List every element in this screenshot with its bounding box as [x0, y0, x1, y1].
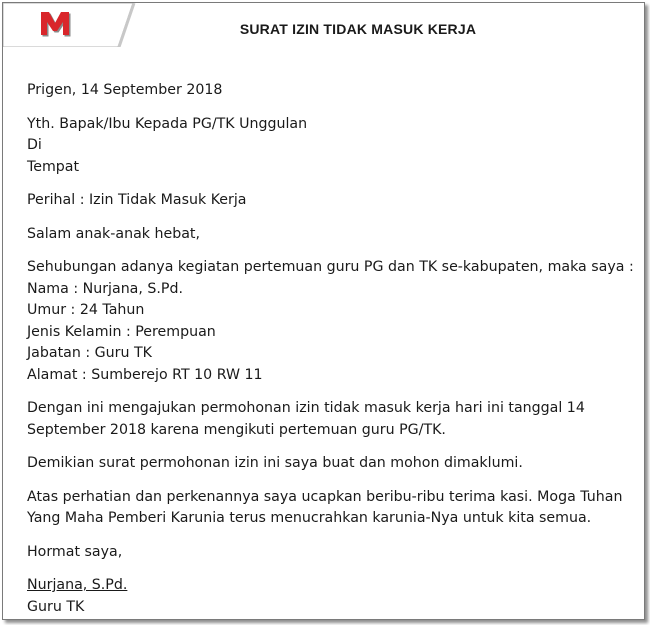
- recipient-line: Di: [27, 137, 42, 153]
- request-line: September 2018 karena mengikuti pertemuan guru PG/TK.: [27, 421, 446, 438]
- detail-gender: Jenis Kelamin : Perempuan: [27, 323, 216, 340]
- detail-name: Nama : Nurjana, S.Pd.: [27, 280, 183, 297]
- sign-off: Hormat saya,: [27, 543, 123, 560]
- signer-name: Nurjana, S.Pd.: [27, 577, 128, 593]
- request-line: Dengan ini mengajukan permohonan izin tidak masuk kerja hari ini tanggal 14: [27, 400, 585, 416]
- recipient-line: Tempat: [27, 158, 80, 175]
- thanks-line: Yang Maha Pemberi Karunia terus menucrahkan karunia-Nya untuk kita semua.: [27, 510, 592, 526]
- signer-role: Guru TK: [27, 598, 85, 615]
- logo-graphic: [3, 3, 153, 47]
- closing-statement: Demikian surat permohonan izin ini saya buat dan mohon dimaklumi.: [27, 455, 523, 471]
- subject-line: Perihal : Izin Tidak Masuk Kerja: [27, 192, 247, 208]
- site-logo: [3, 3, 153, 47]
- date-line: Prigen, 14 September 2018: [27, 82, 223, 98]
- detail-address: Alamat : Sumberejo RT 10 RW 11: [27, 366, 263, 383]
- document-page: [2, 2, 645, 620]
- detail-age: Umur : 24 Tahun: [27, 302, 145, 318]
- letter-body: [27, 80, 637, 618]
- letter-title: SURAT IZIN TIDAK MASUK KERJA: [239, 21, 477, 37]
- greeting-line: Salam anak-anak hebat,: [27, 225, 200, 242]
- thanks-line: Atas perhatian dan perkenannya saya ucapkan beribu-ribu terima kasi. Moga Tuhan: [27, 488, 623, 505]
- recipient-line: Yth. Bapak/Ibu Kepada PG/TK Unggulan: [27, 115, 308, 132]
- intro-line: Sehubungan adanya kegiatan pertemuan guru PG dan TK se-kabupaten, maka saya :: [27, 259, 634, 275]
- detail-position: Jabatan : Guru TK: [27, 345, 152, 361]
